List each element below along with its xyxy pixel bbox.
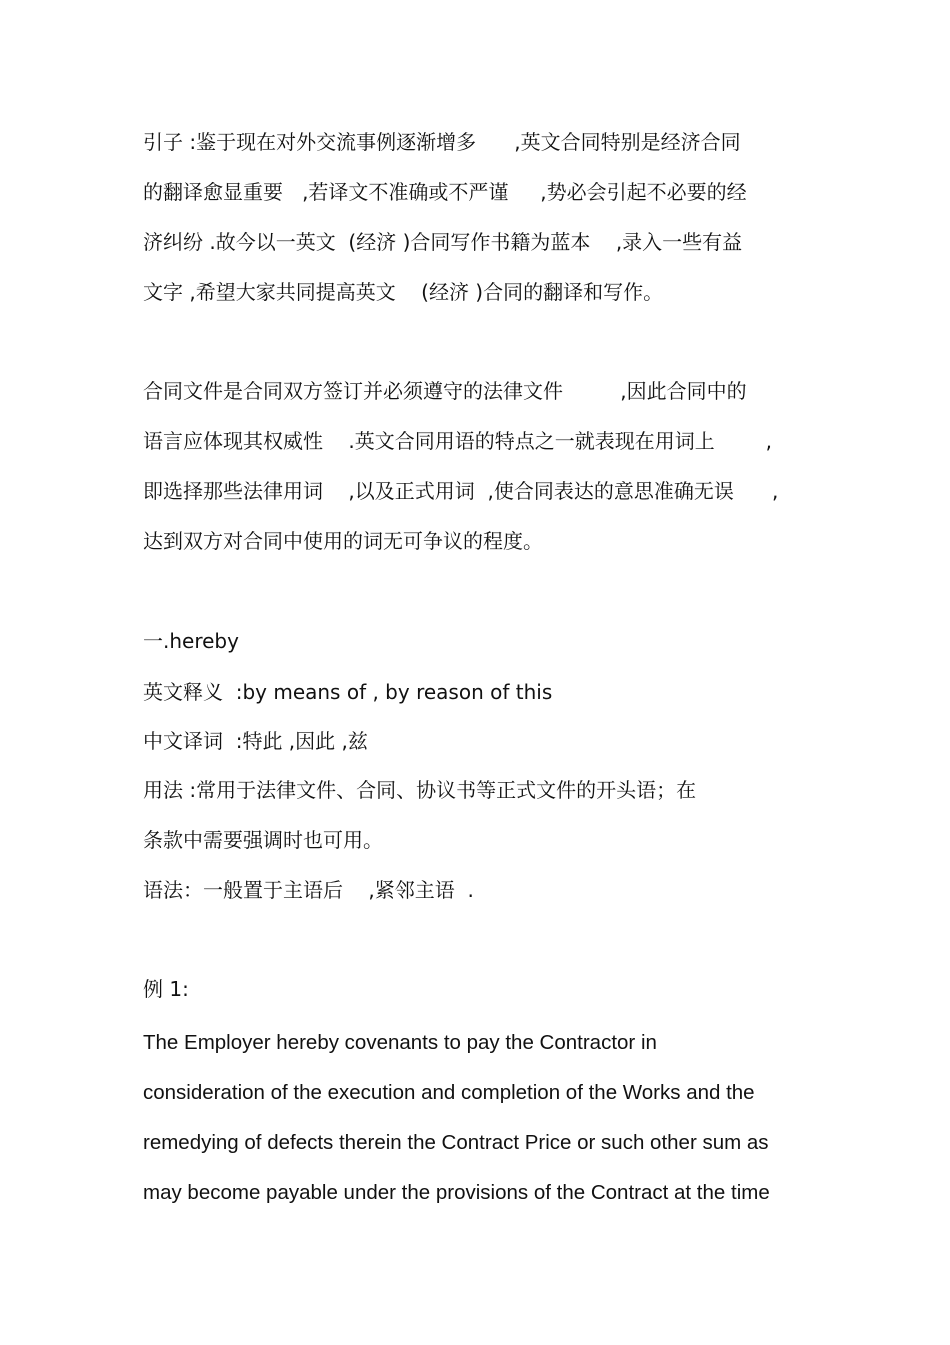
intro-line-3: 济纠纷 .故今以一英文 (经济 )合同写作书籍为蓝本 ,录入一些有益 [143,230,743,254]
example-line-1: The Employer hereby covenants to pay the Contractor in [143,1031,657,1054]
paragraph2-line-3: 即选择那些法律用词 ,以及正式用词 ,使合同表达的意思准确无误 , [143,479,779,503]
paragraph2-line-2: 语言应体现其权威性 .英文合同用语的特点之一就表现在用词上 , [143,429,773,453]
term-chinese-translation: 中文译词 :特此 ,因此 ,兹 [143,729,368,753]
paragraph2-line-1: 合同文件是合同双方签订并必须遵守的法律文件 ,因此合同中的 [143,379,747,403]
term-heading: 一.hereby [143,629,239,653]
example-line-2: consideration of the execution and completion of the Works and the [143,1081,755,1104]
intro-line-1: 引子 :鉴于现在对外交流事例逐渐增多 ,英文合同特别是经济合同 [143,130,741,154]
intro-line-4: 文字 ,希望大家共同提高英文 (经济 )合同的翻译和写作。 [143,280,664,304]
intro-line-2: 的翻译愈显重要 ,若译文不准确或不严谨 ,势必会引起不必要的经 [143,180,747,204]
paragraph2-line-4: 达到双方对合同中使用的词无可争议的程度。 [143,529,543,553]
term-usage-line-1: 用法 :常用于法律文件、合同、协议书等正式文件的开头语；在 [143,778,697,802]
example-label: 例 1: [143,977,189,1001]
term-usage-line-2: 条款中需要强调时也可用。 [143,828,383,852]
example-line-4: may become payable under the provisions of the Contract at the time [143,1181,770,1204]
term-grammar: 语法：一般置于主语后 ,紧邻主语 . [143,878,474,902]
term-english-meaning: 英文释义 :by means of , by reason of this [143,680,553,704]
example-line-3: remedying of defects therein the Contract Price or such other sum as [143,1131,769,1154]
